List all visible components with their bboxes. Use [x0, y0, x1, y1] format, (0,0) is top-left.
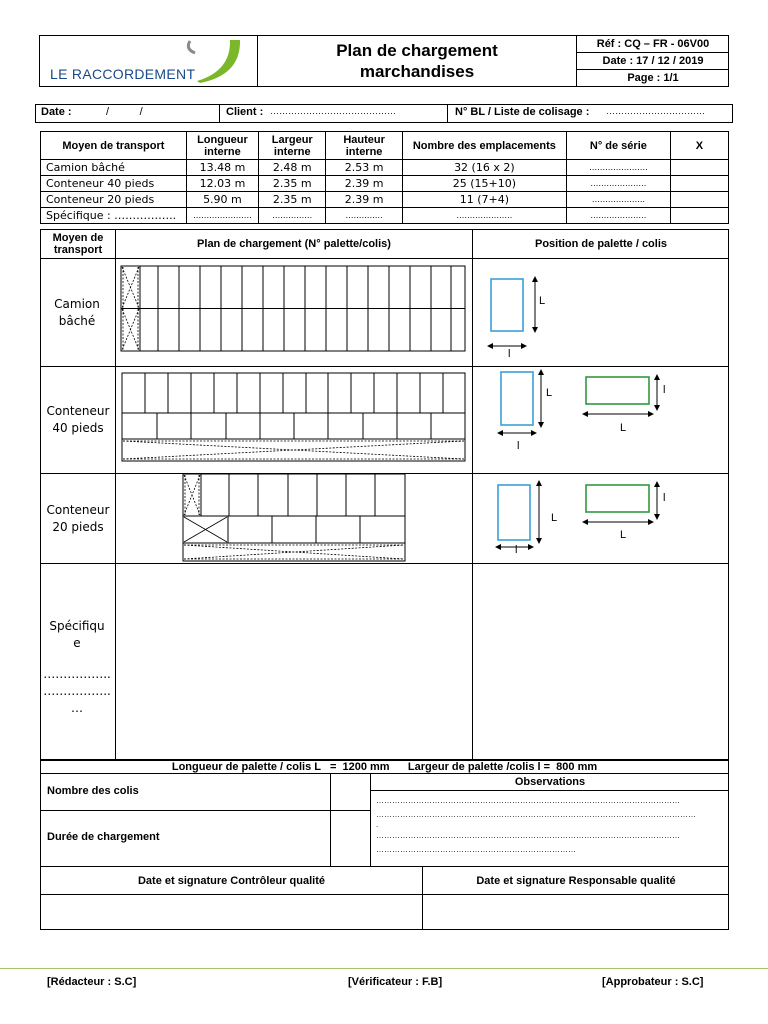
cell-longueur: 13.48 m — [186, 160, 258, 176]
th-largeur: Largeur interne — [259, 132, 326, 160]
c40-l-label-green: l — [663, 384, 666, 396]
footer-verificateur: [Vérificateur : F.B] — [348, 976, 443, 988]
bl-label: N° BL / Liste de colisage : — [455, 106, 590, 118]
cell-moyen: Spécifique : …………….. — [41, 208, 187, 224]
sig-responsable-label: Date et signature Responsable qualité — [476, 874, 676, 887]
cell-emplacements: 25 (15+10) — [402, 176, 566, 192]
obs-line[interactable]: …………………………………………………………………………………………………… — [376, 796, 680, 805]
obs-line[interactable]: . — [376, 820, 379, 829]
company-logo — [45, 37, 250, 85]
transport-header-row — [41, 132, 729, 160]
c40-L-label-green: L — [620, 422, 627, 434]
cell-largeur[interactable]: …………… — [259, 208, 326, 224]
pallet-blue-icon — [501, 372, 533, 425]
date-field[interactable]: / / — [106, 106, 143, 118]
obs-line[interactable]: …………………………………………………………………………………………………… — [376, 831, 680, 840]
row-label-40: Conteneur 40 pieds — [46, 404, 110, 435]
sig-controleur-field[interactable] — [41, 895, 422, 929]
pallet-green-icon — [586, 485, 649, 512]
pallet-blue-icon — [498, 485, 530, 540]
table-row — [41, 176, 729, 192]
cell-serie[interactable]: ………………… — [566, 176, 670, 192]
cell-longueur: 12.03 m — [186, 176, 258, 192]
position-40-diagram — [495, 367, 670, 453]
camion-plan-diagram — [120, 264, 468, 354]
sig-controleur-label: Date et signature Contrôleur qualité — [137, 874, 326, 887]
row-label-camion: Camion bâché — [54, 296, 100, 328]
cell-moyen: Conteneur 20 pieds — [41, 192, 187, 208]
cell-moyen: Conteneur 40 pieds — [41, 176, 187, 192]
footer-approbateur: [Approbateur : S.C] — [602, 976, 704, 988]
camion-L-label: L — [539, 295, 546, 307]
sig-responsable-field[interactable] — [423, 895, 729, 929]
cell-largeur: 2.35 m — [259, 192, 326, 208]
info-divider-1 — [219, 104, 220, 123]
date-label: Date : — [41, 106, 72, 118]
spec-dots-1[interactable]: …………….. — [43, 667, 111, 681]
th-x: X — [670, 132, 728, 160]
footer-redacteur: [Rédacteur : S.C] — [47, 976, 137, 988]
document-date: Date : 17 / 12 / 2019 — [602, 54, 704, 67]
nombre-colis-field[interactable] — [331, 774, 370, 810]
cell-moyen: Camion bâché — [41, 160, 187, 176]
cell-emplacements: 11 (7+4) — [402, 192, 566, 208]
nombre-colis-label: Nombre des colis — [47, 785, 139, 797]
c40-L-label: L — [546, 387, 553, 399]
th-hauteur: Hauteur interne — [326, 132, 402, 160]
cell-hauteur[interactable]: ………….. — [326, 208, 402, 224]
transport-table — [40, 131, 729, 224]
cell-hauteur: 2.53 m — [326, 160, 402, 176]
c20-L-label: L — [551, 512, 558, 524]
cell-hauteur: 2.39 m — [326, 176, 402, 192]
plan-col-plan: Plan de chargement (N° palette/colis) — [197, 238, 391, 250]
bl-field[interactable]: …………………………… — [606, 106, 705, 116]
obs-line[interactable]: ………………………………………………………………………………………………………… — [376, 809, 696, 819]
conteneur40-plan-diagram — [120, 372, 468, 464]
plan-vline-1 — [115, 229, 116, 760]
c20-l-label: l — [515, 544, 518, 556]
c20-l-label-green: l — [663, 492, 666, 504]
observations-title: Observations — [514, 776, 586, 788]
cell-longueur[interactable]: …………………. — [186, 208, 258, 224]
document-title — [258, 37, 576, 85]
table-row — [41, 192, 729, 208]
cell-serie[interactable]: ………………… — [566, 208, 670, 224]
cell-longueur: 5.90 m — [186, 192, 258, 208]
client-label: Client : — [226, 106, 264, 118]
cell-x[interactable] — [670, 160, 728, 176]
duree-chargement-label: Durée de chargement — [47, 831, 160, 843]
observations-underline — [370, 790, 729, 791]
cell-emplacements[interactable]: ………………… — [402, 208, 566, 224]
th-serie: N° de série — [566, 132, 670, 160]
th-emplacements: Nombre des emplacements — [402, 132, 566, 160]
table-row — [41, 208, 729, 224]
plan-col-position: Position de palette / colis — [534, 238, 668, 250]
title-line-1: Plan de chargement — [336, 41, 498, 60]
plan-vline-2 — [472, 229, 473, 760]
row-label-20: Conteneur 20 pieds — [46, 502, 110, 534]
cell-x[interactable] — [670, 208, 728, 224]
c40-l-label: l — [517, 440, 520, 452]
document-page: Page : 1/1 — [627, 72, 679, 84]
client-field[interactable]: …………………………………… — [270, 106, 396, 116]
cell-largeur: 2.35 m — [259, 176, 326, 192]
plan-col-transport: Moyen de transport — [52, 232, 104, 256]
cell-emplacements: 32 (16 x 2) — [402, 160, 566, 176]
camion-l-label: l — [508, 348, 511, 360]
cell-x[interactable] — [670, 192, 728, 208]
dimensions-text: Longueur de palette / colis L = 1200 mm Largeur de palette /colis l = 800 mm — [171, 761, 598, 773]
logo-text: LE RACCORDEMENT — [50, 66, 196, 82]
bottom-hline-left — [40, 810, 371, 811]
pallet-blue-icon — [491, 279, 523, 331]
c20-L-label-green: L — [620, 529, 627, 541]
position-camion-diagram — [485, 274, 555, 362]
th-moyen: Moyen de transport — [41, 132, 187, 160]
info-divider-2 — [447, 104, 448, 123]
cell-serie[interactable]: …………………. — [566, 160, 670, 176]
table-row — [41, 160, 729, 176]
document-ref: Réf : CQ – FR - 06V00 — [596, 37, 710, 50]
th-longueur: Longueur interne — [186, 132, 258, 160]
conteneur20-plan-diagram — [182, 472, 408, 564]
title-line-2: marchandises — [359, 62, 475, 81]
observations-lines[interactable] — [376, 794, 726, 856]
duree-chargement-field[interactable] — [331, 811, 370, 866]
row-label-specifique — [44, 618, 110, 717]
footer-rule — [0, 968, 768, 969]
pallet-green-icon — [586, 377, 649, 404]
position-20-diagram — [495, 479, 670, 561]
cell-serie[interactable]: ……………….. — [566, 192, 670, 208]
obs-line[interactable]: ………………………………………………………………… — [376, 844, 576, 854]
cell-largeur: 2.48 m — [259, 160, 326, 176]
plan-hline-1 — [40, 258, 729, 259]
spec-label: Spécifique — [49, 619, 105, 650]
cell-hauteur: 2.39 m — [326, 192, 402, 208]
cell-x[interactable] — [670, 176, 728, 192]
spec-dots-3[interactable]: … — [71, 701, 83, 715]
spec-dots-2[interactable]: …………….. — [43, 684, 111, 698]
